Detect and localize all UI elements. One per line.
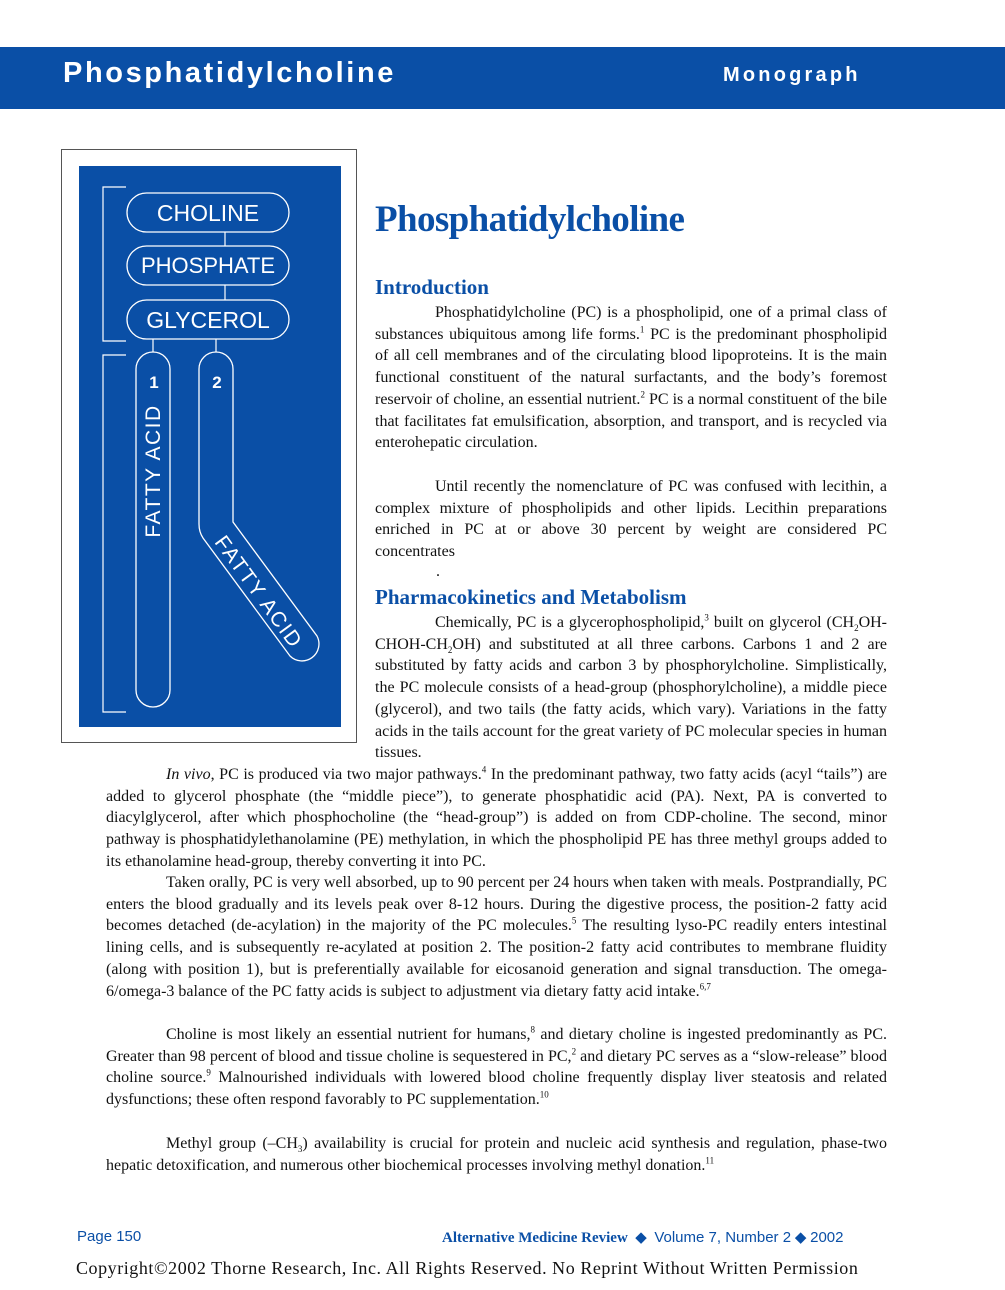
tail-1-label: FATTY ACID	[142, 404, 165, 538]
banner-section-label: Monograph	[723, 64, 861, 86]
section-heading-introduction: Introduction	[375, 275, 489, 299]
pharma-paragraph-4: Choline is most likely an essential nutrient for humans,$^8$ and dietary choline is ingested predominantly as PC. Greater than 98 percent of blood and tissue choline is sequestered in PC,$^2$ and dietary PC serves as a “slow-release” blood choline source.$^9$ Malnourished individuals with lowered blood choline frequently display liver steatosis and related dysfunctions; these often respond favorably to PC supplementation.$^{10}$	[106, 1024, 887, 1109]
copyright-notice: Copyright©2002 Thorne Research, Inc. All Rights Reserved. No Reprint Without Written Permission	[76, 1258, 859, 1278]
stray-period: .	[436, 563, 440, 580]
section-heading-pharmacokinetics: Pharmacokinetics and Metabolism	[375, 585, 687, 609]
pharma-paragraph-5: Methyl group $(-CH_3)$ availability is crucial for protein and nucleic acid synthesis and regulation, phase-two hepatic detoxification, and numerous other biochemical processes involving methyl donation.$^{11}$	[106, 1135, 887, 1174]
phosphate-label: PHOSPHATE	[140, 253, 276, 278]
pharma-paragraph-1: Chemically, PC is a glycerophospholipid,$^3$ built on glycerol $(CH_2OH-CHOH-CH_2OH)$ and substituted at all three carbons. Carbons 1 and 2 are substituted by fatty acids and carbon 3 by phosphorylcholine. Simplistically, the PC molecule consists of a head-group (phosphorylcholine), a middle piece (glycerol), and two tails (the fatty acids, which vary). Variations in the fatty acids in the tails account for the great variety of PC molecular species in human tissues.	[375, 612, 887, 762]
journal-citation	[442, 1228, 844, 1247]
tail-2-number: 2	[212, 373, 222, 392]
diamond-icon: ◆	[794, 1230, 807, 1246]
diamond-icon: ◆	[635, 1230, 647, 1246]
glycerol-label: GLYCEROL	[146, 307, 270, 333]
intro-paragraph-1: Phosphatidylcholine (PC) is a phospholipid, one of a primal class of substances ubiquitous among life forms.$^1$ PC is the predominant phospholipid of all cell membranes and of the circulating blood lipoproteins. It is the main functional constituent of the natural surfactants, and the body’s foremost reservoir of choline, an essential nutrient.$^2$ PC is a normal constituent of the bile that facilitates fat emulsification, absorption, and transport, and is recycled via enterohepatic circulation.	[375, 304, 888, 452]
journal-name: Alternative Medicine Review	[442, 1230, 628, 1246]
tail-1-number: 1	[149, 373, 159, 392]
molecule-diagram	[79, 166, 341, 727]
pharma-paragraph-2: In vivo, PC is produced via two major pathways.$^4$ In the predominant pathway, two fatty acids (acyl “tails”) are added to glycerol phosphate (the “middle piece”), to generate phosphatidic acid (PA). Next, PA is converted to diacylglycerol, after which phosphocholine (the “head-group”) is added on from CDP-choline. The second, minor pathway is phosphatidylethanolamine (PE) methylation, in which the phospholipid PE has three methyl groups added to its ethanolamine head-group, thereby converting it into PC.	[106, 764, 887, 870]
header-banner	[0, 47, 1005, 109]
page-number: Page 150	[77, 1228, 142, 1245]
pharma-paragraph-3: Taken orally, PC is very well absorbed, up to 90 percent per 24 hours when taken with meals. Postprandially, PC enters the blood gradually and its levels peak over 8-12 hours. During the digestive process, the position-2 fatty acid becomes detached (de-acylation) in the majority of the PC molecules.$^5$ The resulting lyso-PC readily enters intestinal lining cells, and is subsequently re-acylated at position 2. The position-2 fatty acid contributes to membrane fluidity (along with position 1), but is preferentially available for eicosanoid generation and signal transduction. The omega-6/omega-3 balance of the PC fatty acids is subject to adjustment via dietary fatty acid intake.$^{6,7}$	[106, 874, 887, 1000]
molecule-figure	[61, 149, 357, 743]
tail-2-label: FATTY ACID	[209, 531, 307, 653]
choline-label: CHOLINE	[156, 200, 260, 226]
publication-year: 2002	[810, 1229, 844, 1246]
banner-title: Phosphatidylcholine	[63, 57, 396, 89]
article-title: Phosphatidylcholine	[375, 199, 685, 240]
volume-number: Volume 7, Number 2	[654, 1229, 792, 1246]
intro-paragraph-2: Until recently the nomenclature of PC was confused with lecithin, a complex mixture of phospholipids and other lipids. Lecithin preparations enriched in PC at or above 30 percent by weight are considered PC concentrates	[375, 478, 887, 561]
